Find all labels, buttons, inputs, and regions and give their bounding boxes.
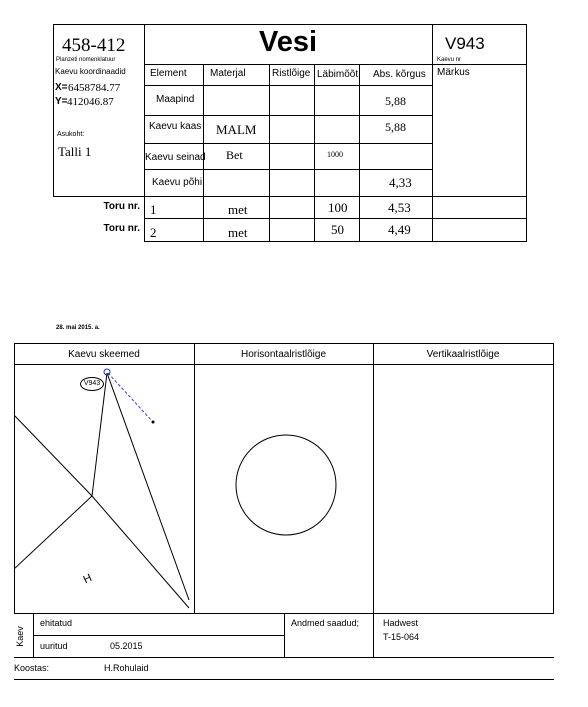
row-abs: 4,33 (389, 175, 412, 190)
nomenclature-label: Planzeti nomenklatuur (56, 57, 116, 63)
map-code: 458-412 (62, 35, 126, 56)
author-name: H.Rohulaid (104, 663, 149, 673)
pipe-material: met (228, 202, 248, 217)
row-abs: 5,88 (385, 94, 406, 108)
pipe-label: Toru nr. (103, 223, 140, 234)
pipe-diameter: 50 (331, 222, 344, 237)
col-header-cross: Ristlõige (272, 68, 311, 79)
coords-label: Kaevu koordinaadid (55, 67, 126, 76)
location-value: Talli 1 (58, 144, 92, 159)
pipe-abs: 4,53 (388, 200, 411, 215)
location-label: Asukoht: (57, 131, 85, 138)
built-label: ehitatud (40, 618, 73, 628)
pipe-number: 1 (150, 202, 157, 217)
horizontal-section-circle (194, 364, 373, 613)
col-header-material: Materjal (210, 68, 246, 79)
y-value: 412046.87 (67, 96, 114, 108)
row-element: Kaevu kaas (149, 121, 202, 132)
h-mark: H (81, 571, 94, 587)
pipe-number: 2 (150, 225, 157, 240)
well-tag-label: V943 (83, 380, 101, 387)
row-element: Kaevu seinad (145, 152, 206, 163)
col-header-abs: Abs. kõrgus (373, 69, 426, 80)
col-header-element: Element (150, 68, 187, 79)
page-title: Vesi (258, 26, 318, 58)
well-code: V943 (445, 34, 485, 53)
row-material: MALM (216, 122, 257, 137)
panel-title-schemes: Kaevu skeemed (68, 349, 140, 360)
col-header-notes: Märkus (437, 67, 470, 78)
row-abs: 5,88 (385, 120, 406, 134)
pipe-diameter: 100 (328, 200, 348, 215)
pipe-label: Toru nr. (103, 201, 140, 212)
y-prefix: Y= (55, 96, 68, 107)
pipe-abs: 4,49 (388, 222, 411, 237)
data-from-label: Andmed saadud; (291, 618, 360, 628)
well-no-label: Kaevu nr (437, 57, 462, 63)
job-number: T-15-064 (383, 632, 420, 642)
company-name: Hadwest (383, 618, 419, 628)
pipe-material: met (228, 225, 248, 240)
row-element: Kaevu põhi (152, 177, 203, 188)
row-element: Maapind (156, 94, 195, 105)
well-scheme-sketch (14, 364, 194, 613)
panel-title-vertical: Vertikaalristlõige (426, 349, 500, 360)
document-date: 28. mai 2015. a. (56, 325, 100, 331)
x-prefix: X= (55, 82, 68, 93)
author-label: Koostas: (14, 663, 50, 673)
col-header-diameter: Läbimõõt (317, 69, 359, 80)
row-material: Bet (226, 148, 243, 162)
footer-side-label: Kaev (14, 626, 25, 647)
panel-title-horizontal: Horisontaalristlõige (240, 349, 327, 360)
surveyed-label: uuritud (40, 641, 68, 651)
surveyed-date: 05.2015 (110, 641, 143, 651)
x-value: 6458784.77 (68, 82, 121, 94)
row-diameter: 1000 (327, 150, 343, 159)
